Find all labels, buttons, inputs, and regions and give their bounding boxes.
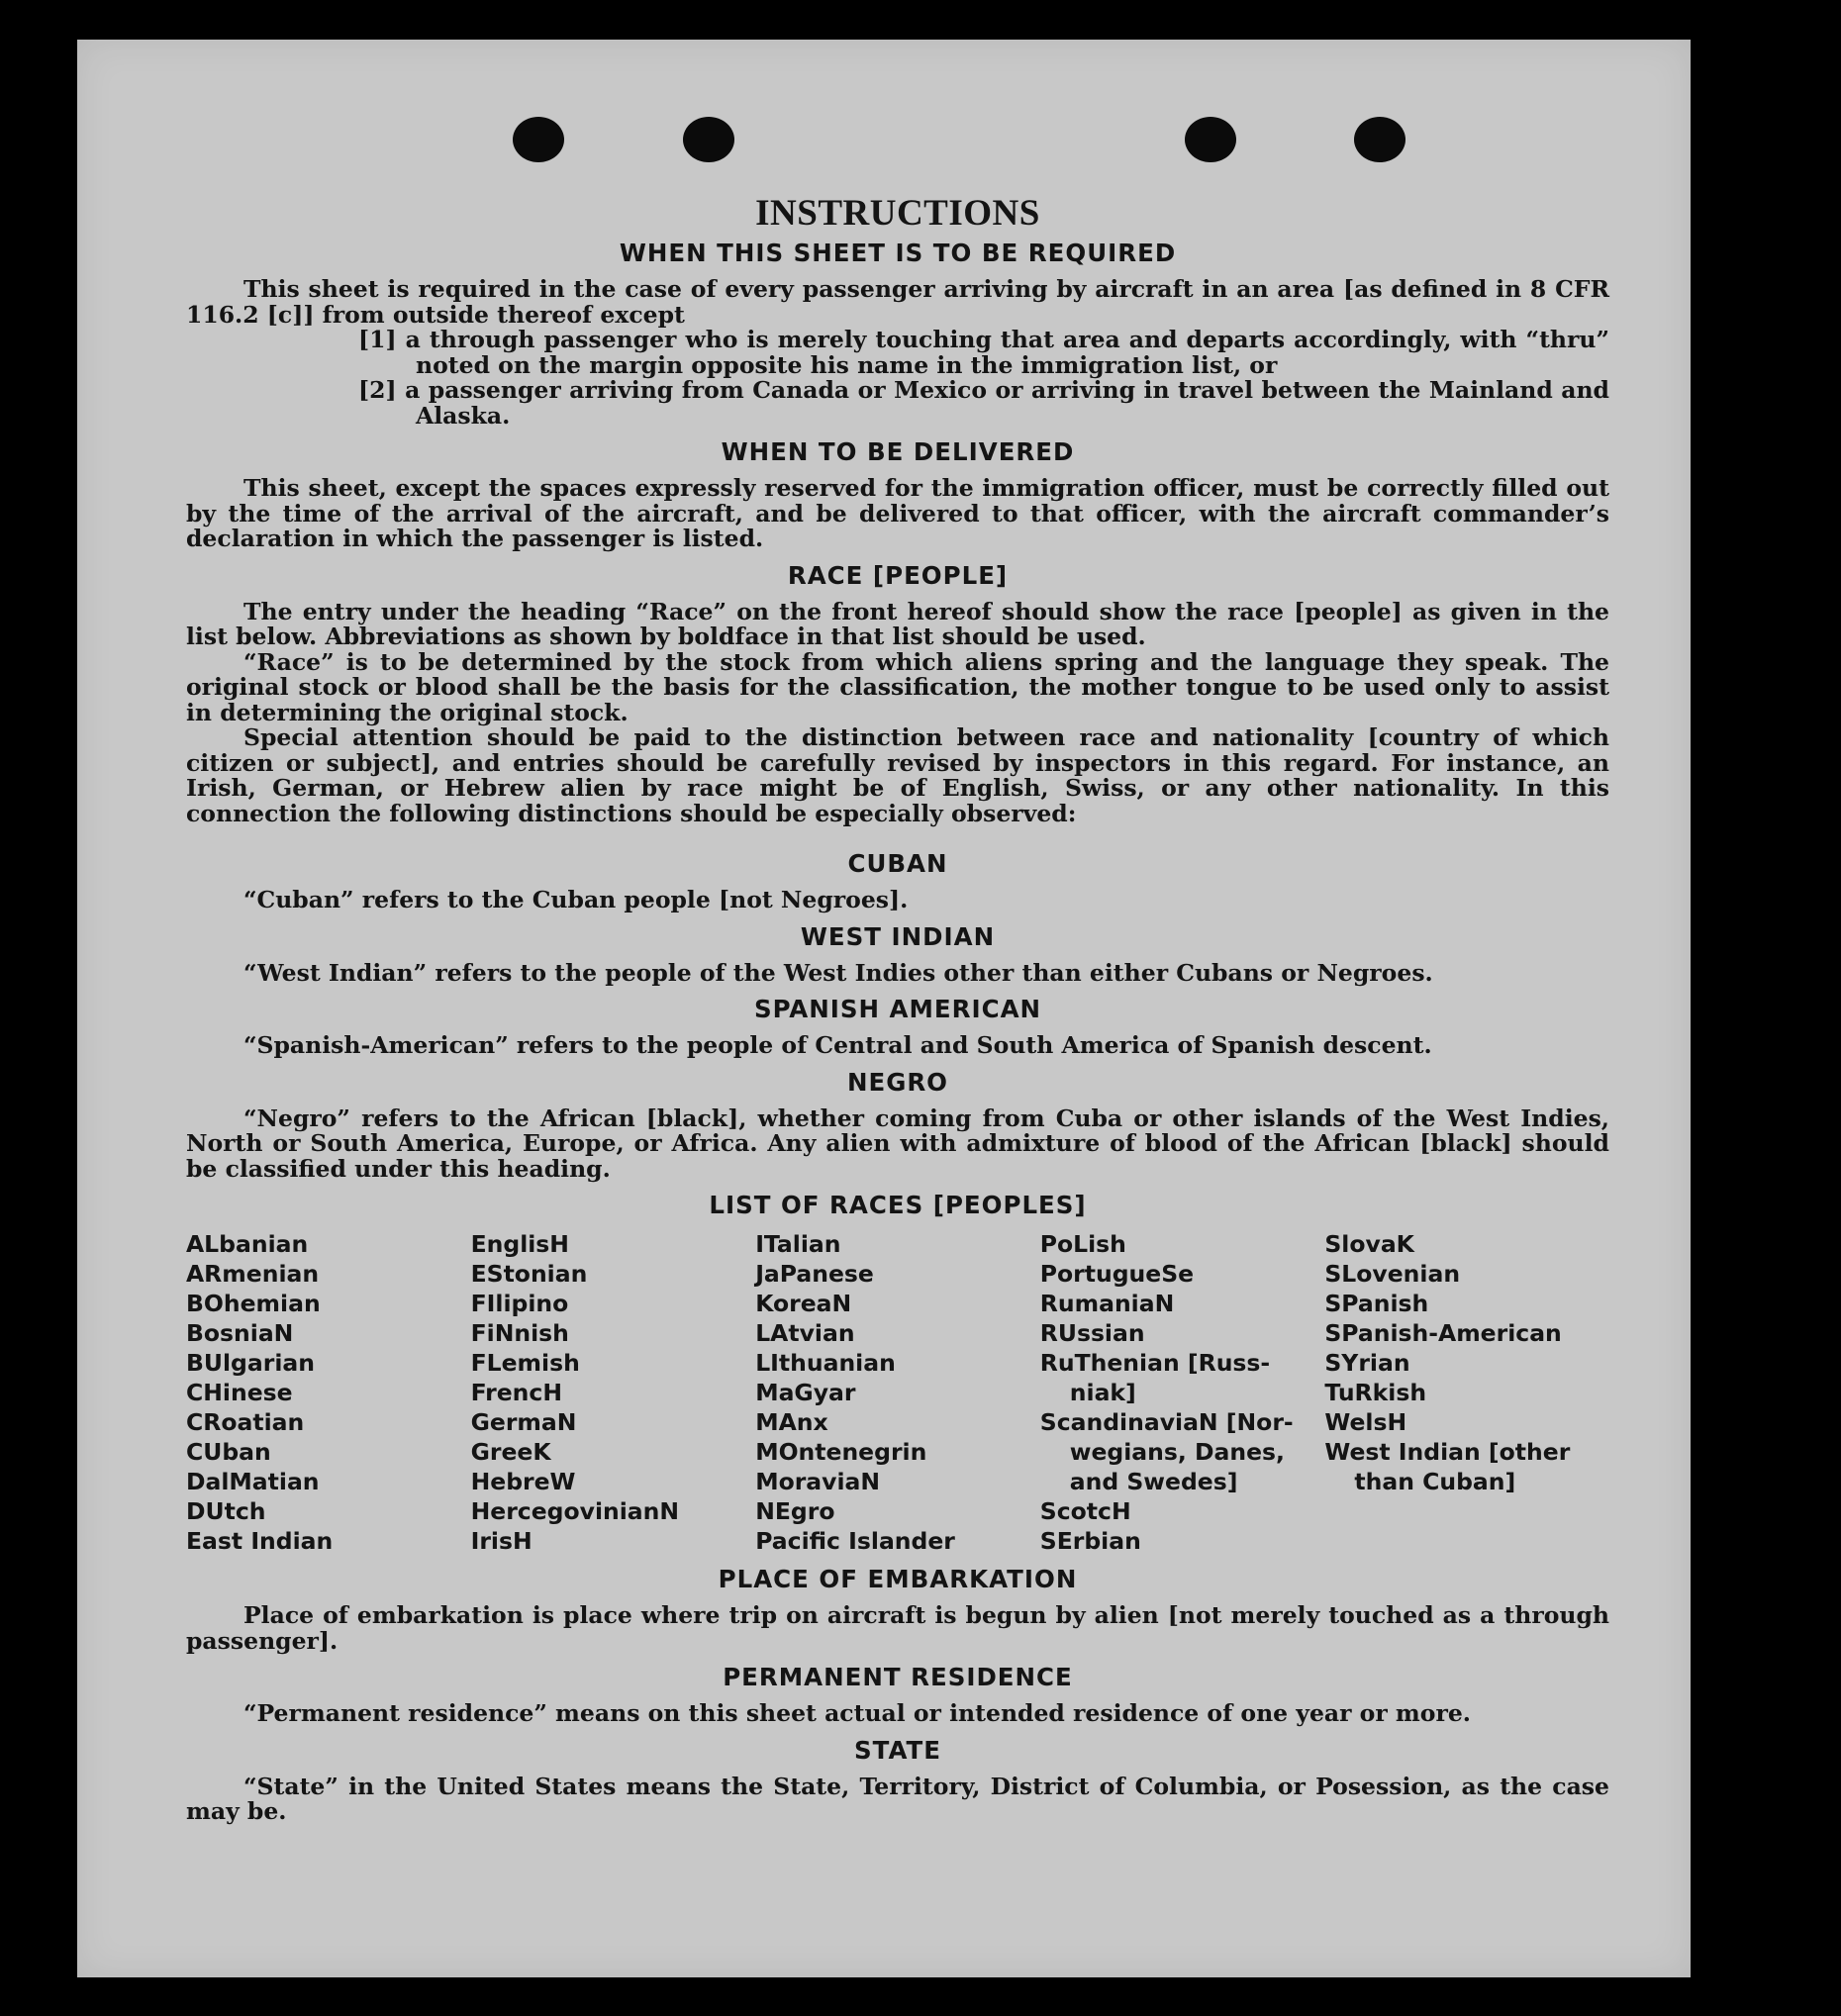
race-list-item: FiNnish: [470, 1319, 569, 1347]
race-list-item: FLemish: [470, 1349, 580, 1377]
race-list-item: MAnx: [755, 1408, 828, 1436]
heading-residence: PERMANENT RESIDENCE: [723, 1663, 1073, 1691]
races-column-1: [186, 1229, 471, 1556]
race-paragraph-2: “Race” is to be determined by the stock from which aliens spring and the language they speak. The original stock or blood shall be the basis for the classification, the mother tongue to be used only to assist in determining the original stock.: [186, 647, 1609, 726]
race-list-item: MaGyar: [755, 1379, 856, 1406]
races-column-4: [1040, 1229, 1325, 1556]
race-list-item: CHinese: [186, 1379, 293, 1406]
race-list-item: PoLish: [1039, 1230, 1126, 1258]
race-list-item: EnglisH: [470, 1230, 569, 1258]
race-list-item: than Cuban]: [1354, 1468, 1516, 1495]
race-list-item: RUssian: [1039, 1319, 1145, 1347]
race-list-item: West Indian [other: [1324, 1438, 1571, 1466]
race-list-item: DUtch: [186, 1497, 266, 1525]
heading-spanish-american: SPANISH AMERICAN: [753, 995, 1042, 1023]
race-list-item: CUban: [186, 1438, 271, 1466]
race-list-item: EStonian: [470, 1260, 588, 1288]
race-list-item: MOntenegrin: [755, 1438, 927, 1466]
race-list-item: HebreW: [470, 1468, 576, 1495]
race-list-item: TuRkish: [1324, 1379, 1427, 1406]
race-list-item: FrencH: [470, 1379, 562, 1406]
race-list-item: SlovaK: [1324, 1230, 1414, 1258]
race-list-item: DalMatian: [186, 1468, 320, 1495]
race-list-item: BosniaN: [186, 1319, 294, 1347]
residence-text: “Permanent residence” means on this sheet actual or intended residence of one year or more.: [243, 1699, 1471, 1727]
negro-text: “Negro” refers to the African [black], whether coming from Cuba or other islands of the West Indies, North or South America, Europe, or Africa. Any alien with admixture of blood of the African [black] should be classified under this heading.: [186, 1104, 1609, 1183]
race-list-item: ScandinaviaN [Nor-: [1039, 1408, 1294, 1436]
heading-required: WHEN THIS SHEET IS TO BE REQUIRED: [619, 239, 1177, 267]
required-item-2: [2] a passenger arriving from Canada or Mexico or arriving in travel between the Mainland and Alaska.: [358, 376, 1609, 430]
race-list-item: Pacific Islander: [755, 1527, 955, 1555]
race-list-item: LAtvian: [755, 1319, 855, 1347]
race-paragraph-1: The entry under the heading “Race” on the front hereof should show the race [people] as given in the list below. Abbreviations as shown by boldface in that list should be used.: [186, 597, 1609, 650]
heading-cuban: CUBAN: [847, 849, 948, 878]
races-list: [186, 1229, 1609, 1556]
race-list-item: SPanish: [1324, 1290, 1429, 1317]
heading-west-indian: WEST INDIAN: [800, 921, 996, 951]
race-list-item: and Swedes]: [1069, 1468, 1238, 1495]
document-sheet: [77, 40, 1691, 1977]
race-list-item: RuThenian [Russ-: [1039, 1349, 1271, 1377]
cuban-text: “Cuban” refers to the Cuban people [not Negroes].: [243, 886, 909, 913]
race-list-item: East Indian: [186, 1527, 334, 1555]
state-text: “State” in the United States means the State, Territory, District of Columbia, or Posession, as the case may be.: [186, 1772, 1609, 1825]
race-list-item: JaPanese: [755, 1260, 874, 1288]
delivered-text: This sheet, except the spaces expressly reserved for the immigration officer, must be correctly filled out by the time of the arrival of the aircraft, and be delivered to that officer, with the aircraft commander’s declaration in which the passenger is listed.: [186, 474, 1609, 552]
west-indian-text: “West Indian” refers to the people of the West Indies other than either Cubans or Negroes.: [243, 958, 1433, 987]
required-intro: This sheet is required in the case of every passenger arriving by aircraft in an area [as defined in 8 CFR 116.2 [c]] from outside thereof except: [186, 275, 1609, 329]
race-list-item: wegians, Danes,: [1069, 1438, 1285, 1466]
race-list-item: ALbanian: [186, 1230, 309, 1258]
race-list-item: BUlgarian: [186, 1349, 315, 1377]
race-list-item: MoraviaN: [755, 1468, 881, 1495]
race-list-item: FIlipino: [470, 1290, 569, 1317]
instructions-body: [186, 148, 1609, 1825]
embarkation-text: Place of embarkation is place where trip on aircraft is begun by alien [not merely touched as a through passenger].: [186, 1601, 1609, 1655]
race-list-item: BOhemian: [186, 1290, 321, 1317]
heading-state: STATE: [854, 1735, 941, 1765]
race-list-item: SPanish-American: [1324, 1319, 1562, 1347]
race-list-item: RumaniaN: [1039, 1290, 1175, 1317]
spanish-american-text: “Spanish-American” refers to the people of Central and South America of Spanish descent.: [243, 1031, 1432, 1059]
race-list-item: WelsH: [1324, 1408, 1407, 1436]
race-list-item: KoreaN: [755, 1290, 852, 1317]
heading-races-list: LIST OF RACES [PEOPLES]: [709, 1191, 1087, 1219]
race-list-item: LIthuanian: [755, 1349, 896, 1377]
required-item-1: [1] a through passenger who is merely touching that area and departs accordingly, with “thru” noted on the margin opposite his name in the immigration list, or: [358, 326, 1609, 379]
race-list-item: SLovenian: [1324, 1260, 1461, 1288]
race-list-item: CRoatian: [186, 1408, 305, 1436]
heading-race: RACE [PEOPLE]: [787, 560, 1009, 590]
heading-delivered: WHEN TO BE DELIVERED: [721, 437, 1075, 466]
race-list-item: GreeK: [470, 1438, 551, 1466]
race-list-item: NEgro: [755, 1497, 835, 1525]
race-list-item: ARmenian: [186, 1260, 320, 1288]
race-list-item: ITalian: [755, 1230, 841, 1258]
races-column-3: [755, 1229, 1040, 1556]
races-column-5: [1324, 1229, 1609, 1556]
race-list-item: PortugueSe: [1039, 1260, 1195, 1288]
heading-negro: NEGRO: [846, 1067, 949, 1097]
race-list-item: HercegovinianN: [470, 1497, 680, 1525]
race-list-item: SErbian: [1039, 1527, 1141, 1555]
race-list-item: GermaN: [470, 1408, 577, 1436]
race-paragraph-3: Special attention should be paid to the distinction between race and nationality [country of which citizen or subject], and entries should be carefully revised by inspectors in this regard. For instance, an Irish, German, or Hebrew alien by race might be of English, Swiss, or any other nationality. In this connection the following distinctions should be especially observed:: [186, 723, 1609, 827]
race-list-item: ScotcH: [1039, 1497, 1131, 1525]
page-title: INSTRUCTIONS: [755, 193, 1040, 234]
race-list-item: IrisH: [470, 1527, 533, 1555]
heading-embarkation: PLACE OF EMBARKATION: [718, 1565, 1078, 1593]
race-list-item: niak]: [1069, 1379, 1136, 1406]
races-column-2: [471, 1229, 756, 1556]
race-list-item: SYrian: [1324, 1349, 1410, 1377]
